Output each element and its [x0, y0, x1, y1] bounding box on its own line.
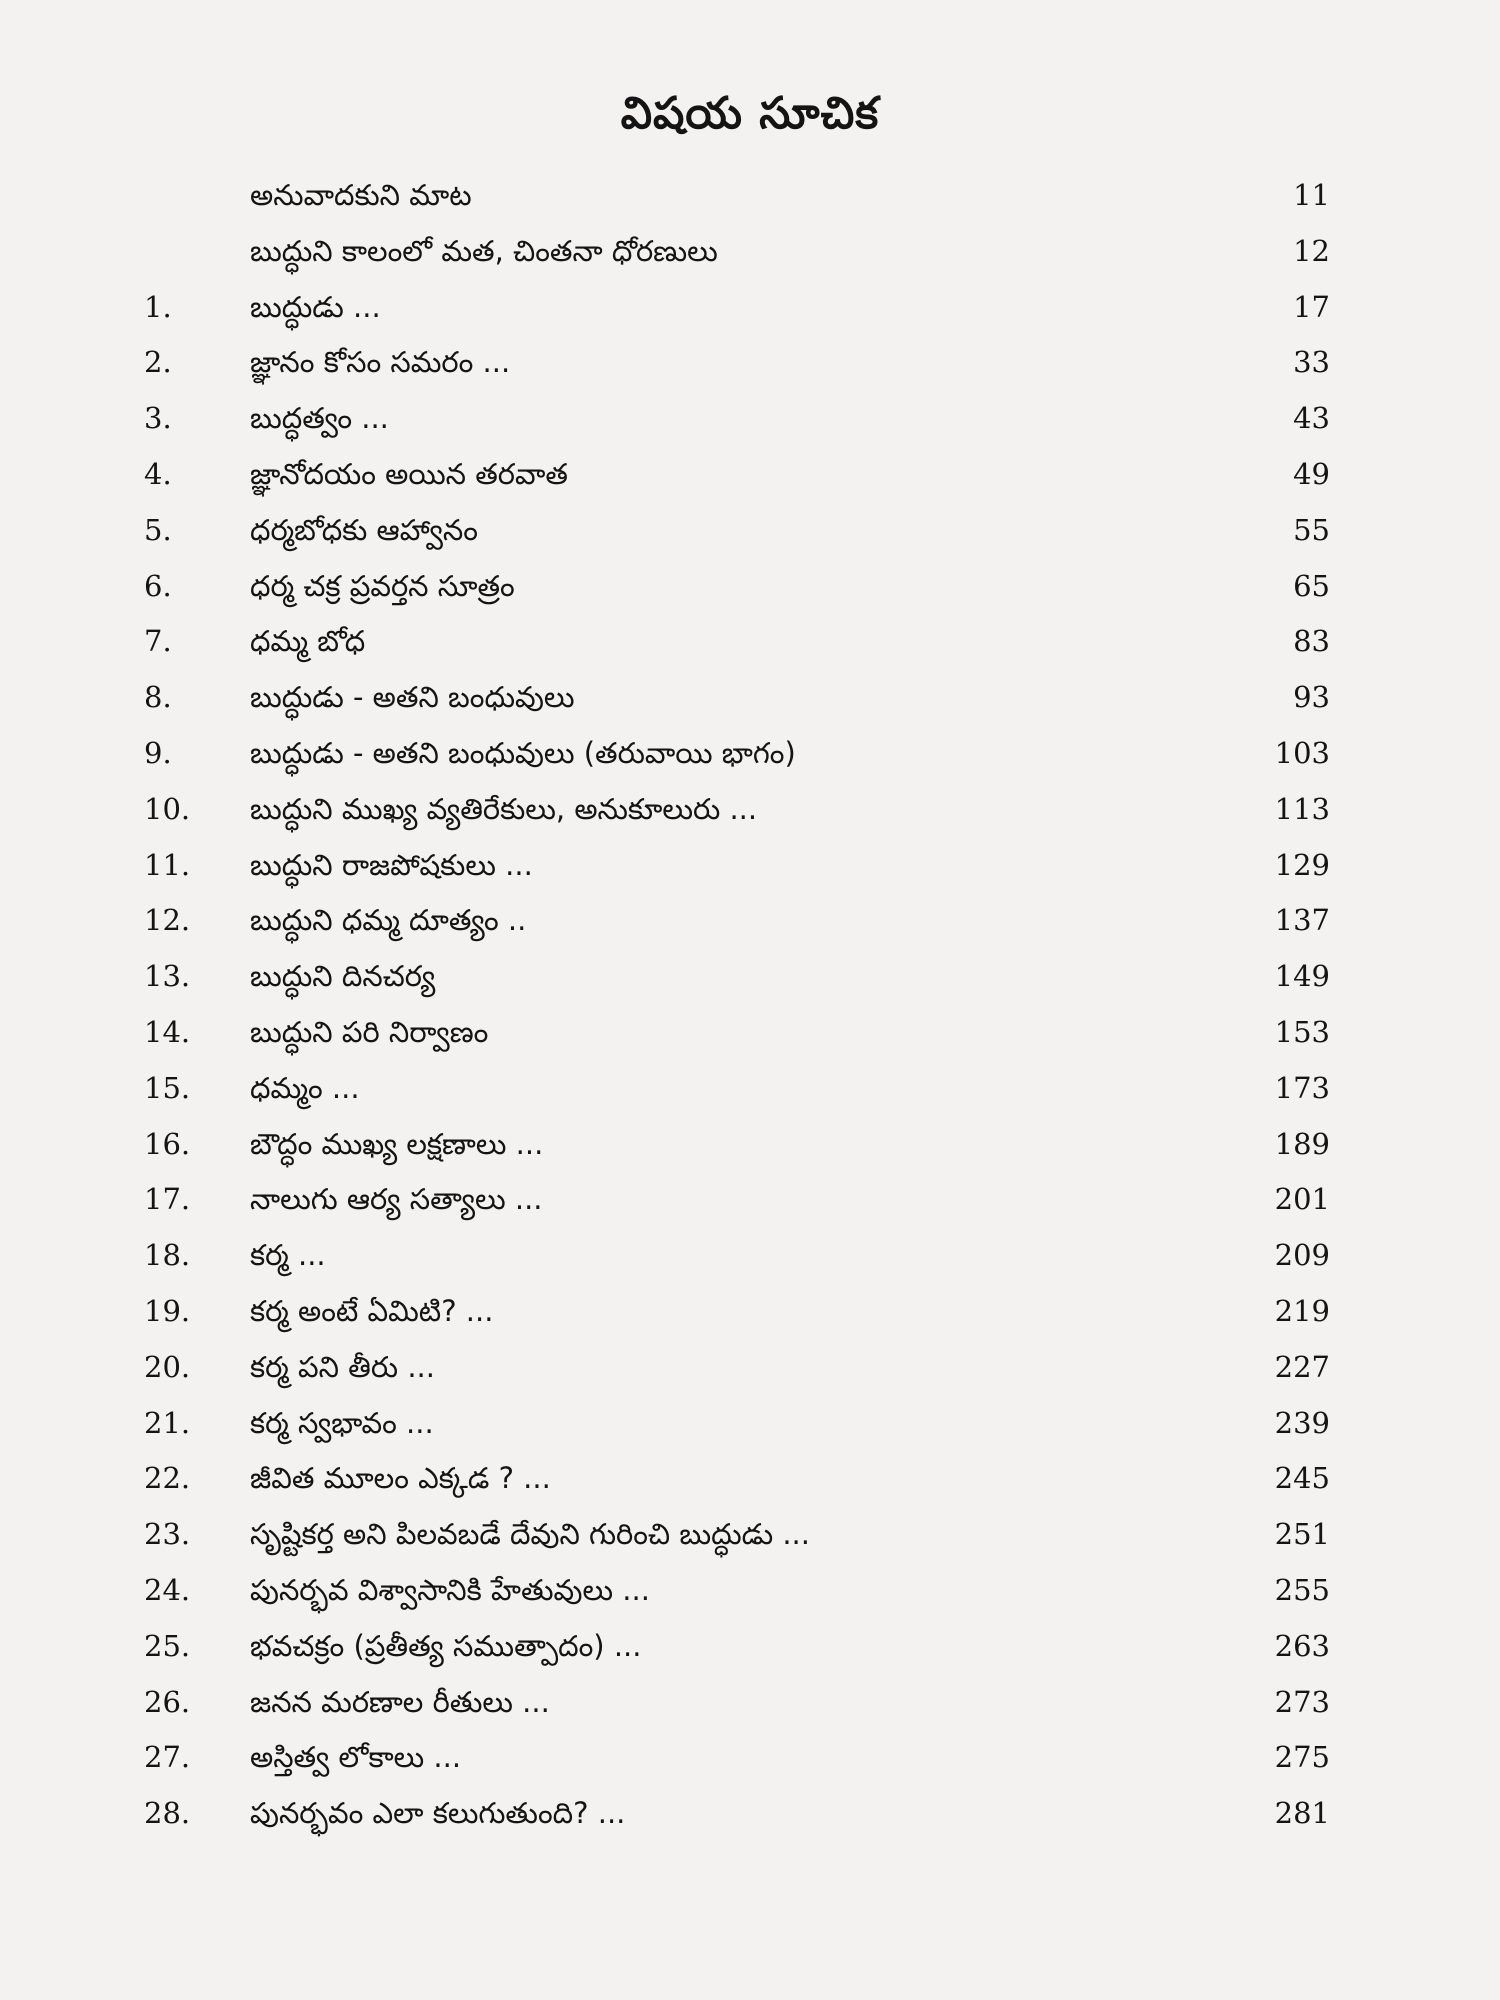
toc-entry — [0, 234, 1500, 290]
toc-entry-page-number: 113 — [1274, 791, 1330, 826]
toc-entry-number: 23. — [144, 1517, 191, 1552]
toc-entry-number: 26. — [144, 1684, 191, 1719]
toc-entry-number: 5. — [144, 512, 172, 547]
toc-entry-title: అనువాదకుని మాట — [250, 178, 472, 212]
toc-entry-title: పునర్భవ విశ్వాసానికి హేతువులు ... — [250, 1572, 650, 1607]
toc-entry-page-number: 49 — [1293, 456, 1330, 491]
toc-entry — [0, 792, 1500, 848]
toc-entry-title: బుద్ధుని పరి నిర్వాణం — [250, 1014, 489, 1049]
toc-entry-number: 27. — [144, 1740, 191, 1775]
toc-entry-title: పునర్భవం ఎలా కలుగుతుంది? ... — [250, 1796, 626, 1831]
toc-entry-number: 21. — [144, 1405, 191, 1440]
toc-entry-page-number: 65 — [1293, 568, 1330, 603]
toc-entry — [0, 1071, 1500, 1127]
toc-entry-page-number: 153 — [1274, 1014, 1330, 1049]
toc-entry-title: నాలుగు ఆర్య సత్యాలు ... — [250, 1182, 543, 1217]
toc-entry-title: జనన మరణాల రీతులు ... — [250, 1684, 550, 1719]
toc-entry-title: బుద్ధుని ముఖ్య వ్యతిరేకులు, అనుకూలురు ... — [250, 791, 758, 826]
toc-entry-page-number: 219 — [1274, 1293, 1330, 1328]
toc-entry — [0, 1740, 1500, 1796]
toc-entry-title: ధర్మ చక్ర ప్రవర్తన సూత్రం — [250, 568, 515, 603]
toc-entry-page-number: 11 — [1293, 178, 1330, 212]
toc-entry-page-number: 245 — [1274, 1461, 1330, 1496]
toc-entry-number: 24. — [144, 1572, 191, 1607]
toc-entry-page-number: 149 — [1274, 959, 1330, 994]
toc-entry-number: 28. — [144, 1796, 191, 1831]
toc-entry-title: ధర్మబోధకు ఆహ్వానం — [250, 512, 478, 547]
toc-entry-page-number: 275 — [1274, 1740, 1330, 1775]
toc-entry-page-number: 281 — [1274, 1796, 1330, 1831]
toc-entry-page-number: 55 — [1293, 512, 1330, 547]
toc-entry-title: కర్మ పని తీరు ... — [250, 1349, 435, 1384]
toc-entry — [0, 848, 1500, 904]
toc-entry — [0, 736, 1500, 792]
toc-entry — [0, 1127, 1500, 1183]
toc-entry — [0, 903, 1500, 959]
toc-entry-number: 16. — [144, 1126, 191, 1161]
toc-entry-title: కర్మ ... — [250, 1238, 326, 1273]
toc-entry-page-number: 227 — [1274, 1349, 1330, 1384]
toc-entry-page-number: 173 — [1274, 1070, 1330, 1105]
toc-entry-page-number: 255 — [1274, 1572, 1330, 1607]
toc-entry-number: 20. — [144, 1349, 191, 1384]
toc-entry — [0, 1461, 1500, 1517]
toc-entry-page-number: 251 — [1274, 1517, 1330, 1552]
toc-entry-title: జీవిత మూలం ఎక్కడ ? ... — [250, 1461, 551, 1496]
toc-entry-page-number: 12 — [1293, 233, 1330, 268]
toc-entry-page-number: 273 — [1274, 1684, 1330, 1719]
toc-entry-number: 14. — [144, 1014, 191, 1049]
toc-entry — [0, 1015, 1500, 1071]
toc-entry — [0, 624, 1500, 680]
toc-entry-number: 12. — [144, 903, 191, 938]
toc-entry-title: కర్మ స్వభావం ... — [250, 1405, 434, 1440]
toc-entry-title: బుద్ధుని రాజపోషకులు ... — [250, 847, 533, 882]
toc-entry-page-number: 103 — [1274, 735, 1330, 770]
toc-entry-page-number: 93 — [1293, 680, 1330, 715]
toc-entry — [0, 1629, 1500, 1685]
toc-entry-title: ధమ్మ బోధ — [250, 624, 366, 659]
toc-entry-title: బుద్ధత్వం ... — [250, 401, 389, 436]
toc-entry-number: 1. — [144, 289, 172, 324]
toc-entry-title: భవచక్రం (ప్రతీత్య సముత్పాదం) ... — [250, 1628, 642, 1663]
toc-entry-number: 10. — [144, 791, 191, 826]
toc-entry-title: కర్మ అంటే ఏమిటి? ... — [250, 1293, 494, 1328]
toc-entry-number: 19. — [144, 1293, 191, 1328]
toc-entry-number: 18. — [144, 1238, 191, 1273]
toc-entry-title: బుద్ధుడు ... — [250, 289, 381, 324]
toc-entry-number: 7. — [144, 624, 172, 659]
toc-entry-title: బుద్ధుని దినచర్య — [250, 959, 436, 994]
toc-entry — [0, 1238, 1500, 1294]
toc-entry-number: 4. — [144, 456, 172, 491]
toc-entry — [0, 345, 1500, 401]
toc-entry-number: 3. — [144, 401, 172, 436]
toc-entry-page-number: 17 — [1293, 289, 1330, 324]
toc-entry-number: 25. — [144, 1628, 191, 1663]
toc-entry — [0, 457, 1500, 513]
toc-entry-page-number: 201 — [1274, 1182, 1330, 1217]
toc-entry-page-number: 209 — [1274, 1238, 1330, 1273]
toc-entry — [0, 959, 1500, 1015]
toc-entry-title: బుద్ధుని ధమ్మ దూత్యం .. — [250, 903, 527, 938]
toc-entry — [0, 1796, 1500, 1852]
toc-entry-number: 17. — [144, 1182, 191, 1217]
toc-entry — [0, 1406, 1500, 1462]
toc-entry-title: జ్ఞానోదయం అయిన తరవాత — [250, 456, 568, 491]
toc-entry — [0, 290, 1500, 346]
toc-entry-title: జ్ఞానం కోసం సమరం ... — [250, 345, 511, 380]
toc-entry-page-number: 263 — [1274, 1628, 1330, 1663]
toc-entry — [0, 1685, 1500, 1741]
toc-entry — [0, 513, 1500, 569]
toc-entry — [0, 1517, 1500, 1573]
toc-entry-page-number: 83 — [1293, 624, 1330, 659]
toc-entry-title: ధమ్మం ... — [250, 1070, 360, 1105]
toc-entry-number: 2. — [144, 345, 172, 380]
toc-entry-page-number: 239 — [1274, 1405, 1330, 1440]
toc-entry — [0, 1294, 1500, 1350]
toc-entry-page-number: 137 — [1274, 903, 1330, 938]
toc-entry-title: బౌద్ధం ముఖ్య లక్షణాలు ... — [250, 1126, 544, 1161]
table-of-contents — [0, 178, 1500, 1852]
toc-entry-number: 11. — [144, 847, 191, 882]
toc-entry — [0, 569, 1500, 625]
toc-entry-title: బుద్ధుడు - అతని బంధువులు (తరువాయి భాగం) — [250, 735, 796, 770]
toc-entry — [0, 1350, 1500, 1406]
toc-entry-number: 13. — [144, 959, 191, 994]
toc-entry-page-number: 129 — [1274, 847, 1330, 882]
toc-entry-number: 6. — [144, 568, 172, 603]
toc-entry-number: 9. — [144, 735, 172, 770]
toc-entry-title: బుద్ధుడు - అతని బంధువులు — [250, 680, 575, 715]
toc-entry-page-number: 189 — [1274, 1126, 1330, 1161]
toc-entry-title: బుద్ధుని కాలంలో మత, చింతనా ధోరణులు — [250, 233, 718, 268]
toc-entry-page-number: 33 — [1293, 345, 1330, 380]
toc-entry — [0, 1573, 1500, 1629]
toc-entry-number: 8. — [144, 680, 172, 715]
page-title: విషయ సూచిక — [620, 88, 880, 139]
toc-entry — [0, 680, 1500, 736]
toc-entry — [0, 178, 1500, 234]
toc-entry-number: 15. — [144, 1070, 191, 1105]
toc-entry-title: సృష్టికర్త అని పిలవబడే దేవుని గురించి బుద్ధుడు ... — [250, 1517, 810, 1552]
toc-entry-page-number: 43 — [1293, 401, 1330, 436]
toc-entry — [0, 401, 1500, 457]
toc-entry — [0, 1182, 1500, 1238]
toc-entry-title: అస్తిత్వ లోకాలు ... — [250, 1740, 462, 1775]
toc-entry-number: 22. — [144, 1461, 191, 1496]
